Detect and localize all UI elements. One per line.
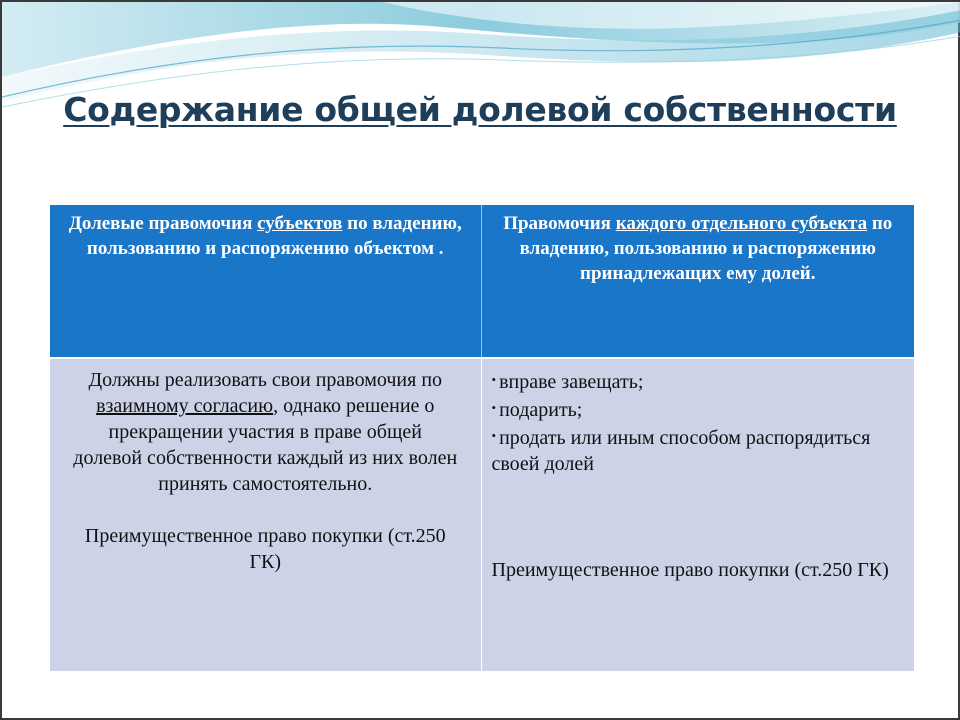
body-cell-left <box>50 358 481 671</box>
header-left-underlined: субъектов <box>257 213 343 234</box>
list-item <box>492 367 905 395</box>
list-item <box>492 395 905 423</box>
left-paragraph-1-text: Должны реализовать свои правомочия по <box>88 369 443 391</box>
body-cell-right <box>481 358 914 671</box>
list-item-text: подарить; <box>499 399 583 421</box>
left-paragraph-1-text-end: , однако решение о прекращении участия в праве общей долевой собственности каждый из них волен принять самостоятельно. <box>73 395 458 495</box>
list-item-text: продать или иным способом распорядиться своей долей <box>491 427 871 475</box>
table-header-row <box>50 205 914 358</box>
right-paragraph-2: Преимущественное право покупки (ст.250 ГК) <box>491 559 889 581</box>
header-right-text-end: по владению, пользованию и распоряжению принадлежащих ему долей. <box>519 213 893 284</box>
page-title: Содержание общей долевой собственности <box>63 90 897 129</box>
header-right-underlined: каждого отдельного субъекта <box>615 213 868 234</box>
header-cell-right <box>481 205 914 358</box>
bullet-icon: • <box>491 372 497 387</box>
comparison-table <box>50 205 914 671</box>
left-paragraph-1 <box>72 367 459 497</box>
header-cell-left <box>50 205 481 358</box>
header-right-text: Правомочия <box>503 213 616 234</box>
list-item <box>492 423 905 477</box>
left-paragraph-2: Преимущественное право покупки (ст.250 ГК) <box>84 525 446 573</box>
bullet-icon: • <box>491 428 497 443</box>
header-left-text: Долевые правомочия <box>68 213 258 234</box>
table-body-row <box>50 358 914 671</box>
header-left-text-end: по владению, пользованию и распоряжению объектом . <box>86 213 462 259</box>
bullet-icon: • <box>491 400 497 415</box>
list-item-text: вправе завещать; <box>499 371 644 393</box>
left-paragraph-1-underlined: взаимному согласию <box>96 395 274 417</box>
